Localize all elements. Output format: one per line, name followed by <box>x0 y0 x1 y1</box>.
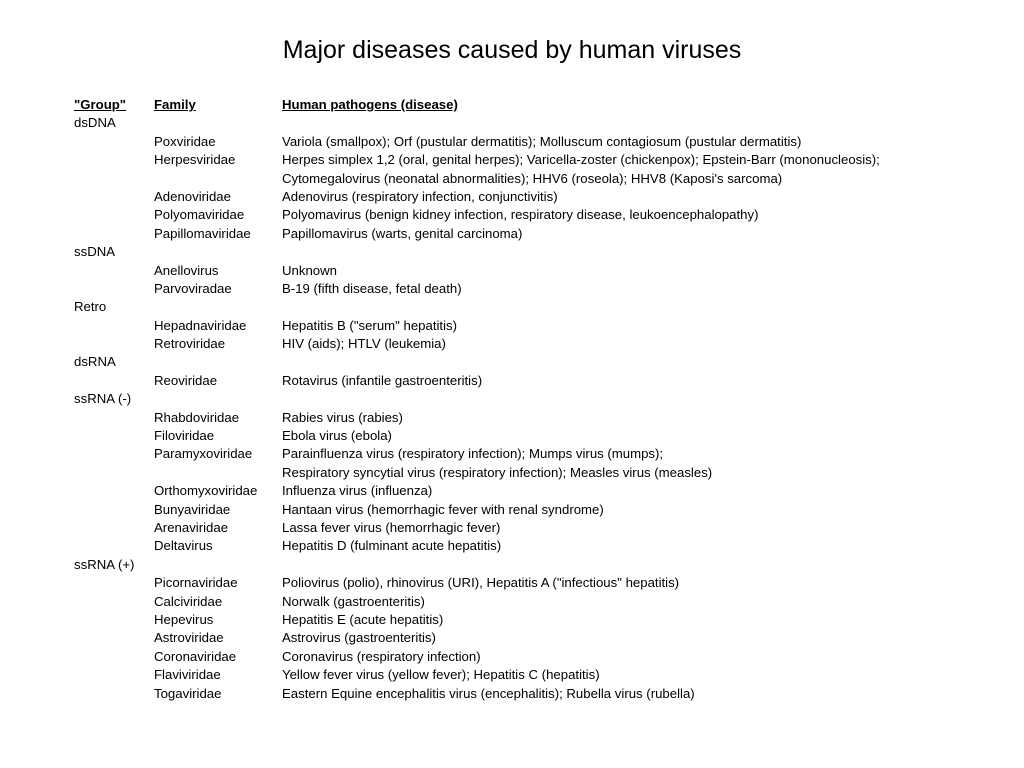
page-title: Major diseases caused by human viruses <box>282 36 742 64</box>
table-row <box>74 427 974 445</box>
table-row <box>74 225 974 243</box>
family-cell: Poxviridae <box>154 133 216 149</box>
family-cell: Hepevirus <box>154 611 214 627</box>
table-row <box>74 611 974 629</box>
table-row <box>74 353 974 371</box>
family-cell: Deltavirus <box>154 538 213 554</box>
table-row <box>74 574 974 592</box>
table-row <box>74 317 974 335</box>
family-cell: Papillomaviridae <box>154 225 251 241</box>
pathogens-cell: Rabies virus (rabies) <box>282 409 403 425</box>
pathogens-cell: HIV (aids); HTLV (leukemia) <box>282 336 446 352</box>
pathogens-cell: Parainfluenza virus (respiratory infection); Mumps virus (mumps); <box>282 446 664 462</box>
pathogens-cell: Rotavirus (infantile gastroenteritis) <box>282 372 483 388</box>
pathogens-cell: Respiratory syncytial virus (respiratory infection); Measles virus (measles) <box>282 464 713 480</box>
family-cell: Arenaviridae <box>154 519 229 535</box>
family-cell: Togaviridae <box>154 685 222 701</box>
pathogens-cell: Coronavirus (respiratory infection) <box>282 648 481 664</box>
table-row <box>74 133 974 151</box>
pathogens-cell: Norwalk (gastroenteritis) <box>282 593 425 609</box>
table-row <box>74 666 974 684</box>
family-cell: Bunyaviridae <box>154 501 231 517</box>
table-row <box>74 464 974 482</box>
table-row <box>74 280 974 298</box>
table-row <box>74 170 974 188</box>
table-row <box>74 537 974 555</box>
table-row <box>74 556 974 574</box>
family-cell: Retroviridae <box>154 336 226 352</box>
family-cell: Flaviviridae <box>154 667 221 683</box>
pathogens-cell: Ebola virus (ebola) <box>282 428 392 444</box>
family-cell: Calciviridae <box>154 593 223 609</box>
table-row <box>74 243 974 261</box>
table-row <box>74 519 974 537</box>
group-cell: dsDNA <box>74 115 116 131</box>
table-row <box>74 409 974 427</box>
group-cell: dsRNA <box>74 354 116 370</box>
group-cell: ssDNA <box>74 244 116 260</box>
family-cell: Coronaviridae <box>154 648 237 664</box>
family-cell: Orthomyxoviridae <box>154 483 258 499</box>
family-cell: Astroviridae <box>154 630 224 646</box>
pathogens-cell: Hantaan virus (hemorrhagic fever with renal syndrome) <box>282 501 604 517</box>
table-header-row <box>74 96 974 114</box>
table-row <box>74 335 974 353</box>
pathogens-cell: Poliovirus (polio), rhinovirus (URI), Hepatitis A ("infectious" hepatitis) <box>282 575 680 591</box>
family-cell: Anellovirus <box>154 262 219 278</box>
header-pathogens: Human pathogens (disease) <box>282 97 458 112</box>
family-cell: Polyomaviridae <box>154 207 245 223</box>
family-cell: Parvoviradae <box>154 280 232 296</box>
table-row <box>74 206 974 224</box>
table-body <box>74 114 974 703</box>
pathogens-cell: Hepatitis B ("serum" hepatitis) <box>282 317 457 333</box>
pathogens-cell: Lassa fever virus (hemorrhagic fever) <box>282 519 501 535</box>
pathogens-cell: Influenza virus (influenza) <box>282 483 433 499</box>
family-cell: Rhabdoviridae <box>154 409 240 425</box>
group-cell: Retro <box>74 299 107 315</box>
group-cell: ssRNA (-) <box>74 391 132 407</box>
header-group: "Group" <box>74 97 127 112</box>
pathogens-cell: Eastern Equine encephalitis virus (encephalitis); Rubella virus (rubella) <box>282 685 695 701</box>
family-cell: Hepadnaviridae <box>154 317 247 333</box>
family-cell: Herpesviridae <box>154 152 236 168</box>
table-row <box>74 151 974 169</box>
table-row <box>74 593 974 611</box>
pathogens-cell: Herpes simplex 1,2 (oral, genital herpes); Varicella-zoster (chickenpox); Epstein-Barr (mononucleosis); <box>282 152 880 168</box>
family-cell: Filoviridae <box>154 428 215 444</box>
header-family: Family <box>154 97 196 112</box>
table-row <box>74 188 974 206</box>
table-row <box>74 482 974 500</box>
table-row <box>74 390 974 408</box>
table-row <box>74 262 974 280</box>
pathogens-cell: Hepatitis E (acute hepatitis) <box>282 611 444 627</box>
table-row <box>74 629 974 647</box>
pathogens-cell: B-19 (fifth disease, fetal death) <box>282 280 462 296</box>
group-cell: ssRNA (+) <box>74 556 135 572</box>
family-cell: Paramyxoviridae <box>154 446 253 462</box>
table-row <box>74 648 974 666</box>
table-row <box>74 501 974 519</box>
table-row <box>74 298 974 316</box>
pathogens-cell: Unknown <box>282 262 337 278</box>
pathogens-cell: Adenovirus (respiratory infection, conjunctivitis) <box>282 188 558 204</box>
pathogens-cell: Yellow fever virus (yellow fever); Hepatitis C (hepatitis) <box>282 667 600 683</box>
pathogens-cell: Papillomavirus (warts, genital carcinoma) <box>282 225 523 241</box>
pathogens-cell: Hepatitis D (fulminant acute hepatitis) <box>282 538 502 554</box>
virus-disease-table <box>74 96 974 703</box>
pathogens-cell: Polyomavirus (benign kidney infection, respiratory disease, leukoencephalopathy) <box>282 207 759 223</box>
pathogens-cell: Cytomegalovirus (neonatal abnormalities); HHV6 (roseola); HHV8 (Kaposi's sarcoma) <box>282 170 783 186</box>
pathogens-cell: Variola (smallpox); Orf (pustular dermatitis); Molluscum contagiosum (pustular dermatitis) <box>282 133 802 149</box>
family-cell: Picornaviridae <box>154 575 238 591</box>
pathogens-cell: Astrovirus (gastroenteritis) <box>282 630 436 646</box>
family-cell: Reoviridae <box>154 372 218 388</box>
table-row <box>74 114 974 132</box>
table-row <box>74 685 974 703</box>
table-row <box>74 445 974 463</box>
family-cell: Adenoviridae <box>154 188 231 204</box>
table-row <box>74 372 974 390</box>
